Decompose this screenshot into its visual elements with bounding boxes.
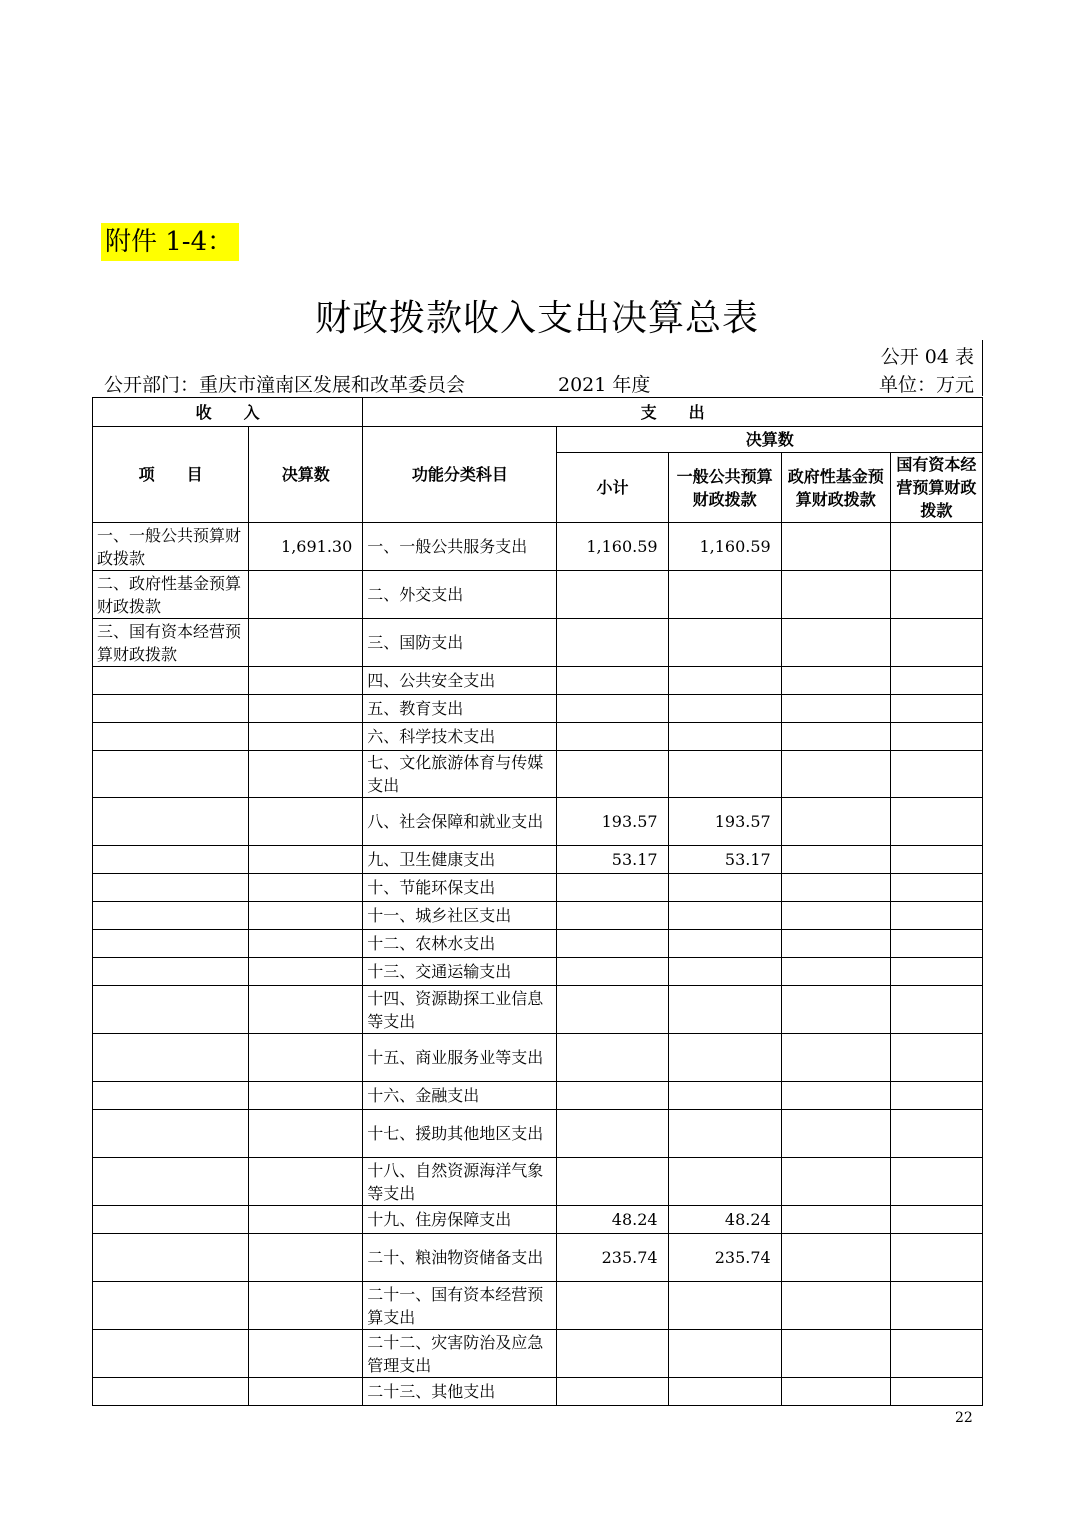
gov-fund-value [781,619,890,667]
income-item [93,1234,249,1282]
state-capital-value [890,1378,982,1406]
table-row [93,1234,983,1282]
income-amount [249,1330,363,1378]
general-budget-value [668,1330,781,1378]
gov-fund-value [781,846,890,874]
income-amount [249,902,363,930]
table-row [93,571,983,619]
income-item [93,1378,249,1406]
general-budget-value [668,1110,781,1158]
income-item [93,846,249,874]
income-item [93,1330,249,1378]
table-row [93,667,983,695]
gov-fund-value [781,902,890,930]
income-item [93,667,249,695]
gov-fund-value [781,1378,890,1406]
table-row [93,619,983,667]
table-row [93,1282,983,1330]
state-capital-value [890,695,982,723]
table-row [93,1034,983,1082]
subtotal-value [557,874,668,902]
expense-category: 二十一、国有资本经营预算支出 [363,1282,557,1330]
item-header: 项 目 [93,427,249,523]
table-row [93,986,983,1034]
income-amount [249,1378,363,1406]
income-item [93,1082,249,1110]
income-amount [249,667,363,695]
general-budget-value [668,1282,781,1330]
expense-header: 支 出 [363,398,983,427]
state-capital-value [890,1206,982,1234]
subtotal-value [557,723,668,751]
general-budget-value [668,1082,781,1110]
gov-fund-value [781,1282,890,1330]
income-item [93,798,249,846]
expense-category: 十九、住房保障支出 [363,1206,557,1234]
table-row [93,523,983,571]
expense-category: 八、社会保障和就业支出 [363,798,557,846]
income-amount [249,846,363,874]
income-item [93,1034,249,1082]
expense-category: 十二、农林水支出 [363,930,557,958]
state-capital-value [890,874,982,902]
expense-category: 十八、自然资源海洋气象等支出 [363,1158,557,1206]
gov-fund-value [781,1082,890,1110]
gov-fund-value [781,571,890,619]
general-budget-value [668,930,781,958]
gov-fund-value [781,523,890,571]
function-category-header: 功能分类科目 [363,427,557,523]
income-item [93,1158,249,1206]
general-budget-value [668,667,781,695]
subtotal-value [557,667,668,695]
attachment-label: 附件 1-4： [101,223,239,261]
income-amount [249,751,363,798]
income-amount [249,1110,363,1158]
state-capital-value [890,1110,982,1158]
income-item [93,1206,249,1234]
expense-category: 十三、交通运输支出 [363,958,557,986]
table-row [93,1206,983,1234]
year-label: 2021 年度 [558,374,651,396]
final-amount-group-header: 决算数 [557,427,983,453]
subtotal-value [557,695,668,723]
margin-rule [982,340,983,396]
state-capital-value [890,930,982,958]
subtotal-value: 1,160.59 [557,523,668,571]
subtotal-value [557,1034,668,1082]
state-capital-value [890,751,982,798]
income-amount [249,1234,363,1282]
expense-category: 九、卫生健康支出 [363,846,557,874]
state-capital-value [890,798,982,846]
gov-fund-value [781,798,890,846]
subtotal-value [557,1282,668,1330]
general-budget-value [668,986,781,1034]
expense-category: 三、国防支出 [363,619,557,667]
gov-fund-value [781,1206,890,1234]
table-row [93,695,983,723]
income-amount [249,930,363,958]
gov-fund-value [781,874,890,902]
state-capital-value [890,1234,982,1282]
state-capital-value [890,958,982,986]
income-amount [249,695,363,723]
table-row [93,798,983,846]
document-title: 财政拨款收入支出决算总表 [314,298,759,339]
gov-fund-value [781,986,890,1034]
income-item [93,958,249,986]
subtotal-header: 小计 [557,453,668,523]
expense-category: 二十、粮油物资储备支出 [363,1234,557,1282]
general-budget-value: 53.17 [668,846,781,874]
general-budget-value [668,695,781,723]
gov-fund-header: 政府性基金预算财政拨款 [781,453,890,523]
table-code: 公开 04 表 [880,346,974,368]
state-capital-value [890,523,982,571]
general-budget-value: 1,160.59 [668,523,781,571]
income-amount [249,1206,363,1234]
general-budget-value [668,619,781,667]
expense-category: 十、节能环保支出 [363,874,557,902]
subtotal-value [557,1158,668,1206]
income-amount [249,986,363,1034]
subtotal-value [557,1082,668,1110]
income-amount [249,723,363,751]
gov-fund-value [781,1158,890,1206]
income-item: 三、国有资本经营预算财政拨款 [93,619,249,667]
subtotal-value [557,958,668,986]
income-item [93,751,249,798]
subtotal-value [557,751,668,798]
general-budget-value [668,874,781,902]
expense-category: 六、科学技术支出 [363,723,557,751]
state-capital-value [890,1034,982,1082]
table-row [93,874,983,902]
expense-category: 二十三、其他支出 [363,1378,557,1406]
table-row [93,1082,983,1110]
expense-category: 十一、城乡社区支出 [363,902,557,930]
income-amount [249,1034,363,1082]
state-capital-header: 国有资本经营预算财政拨款 [890,453,982,523]
state-capital-value [890,986,982,1034]
state-capital-value [890,902,982,930]
table-row [93,1158,983,1206]
table-row [93,1330,983,1378]
unit-label: 单位：万元 [878,374,974,396]
income-amount [249,1282,363,1330]
income-item [93,902,249,930]
expense-category: 二十二、灾害防治及应急管理支出 [363,1330,557,1378]
subtotal-value [557,1378,668,1406]
general-budget-value [668,1158,781,1206]
expense-category: 七、文化旅游体育与传媒支出 [363,751,557,798]
state-capital-value [890,1330,982,1378]
general-budget-value [668,902,781,930]
general-budget-value [668,571,781,619]
gov-fund-value [781,1110,890,1158]
general-budget-value [668,1378,781,1406]
income-amount [249,1082,363,1110]
gov-fund-value [781,930,890,958]
table-row [93,723,983,751]
state-capital-value [890,1282,982,1330]
income-item: 二、政府性基金预算财政拨款 [93,571,249,619]
state-capital-value [890,571,982,619]
subtotal-value [557,930,668,958]
general-budget-value: 48.24 [668,1206,781,1234]
income-amount [249,798,363,846]
income-amount [249,1158,363,1206]
page-number: 22 [955,1410,973,1426]
general-budget-value [668,723,781,751]
income-item [93,695,249,723]
gov-fund-value [781,1034,890,1082]
income-amount [249,619,363,667]
income-item: 一、一般公共预算财政拨款 [93,523,249,571]
table-row [93,1110,983,1158]
general-budget-header: 一般公共预算财政拨款 [668,453,781,523]
gov-fund-value [781,1234,890,1282]
income-amount [249,571,363,619]
general-budget-value [668,1034,781,1082]
gov-fund-value [781,695,890,723]
state-capital-value [890,619,982,667]
state-capital-value [890,846,982,874]
finance-table [92,397,983,1406]
general-budget-value [668,751,781,798]
gov-fund-value [781,723,890,751]
table-row [93,846,983,874]
income-header: 收 入 [93,398,363,427]
income-item [93,723,249,751]
subtotal-value [557,902,668,930]
income-amount [249,874,363,902]
state-capital-value [890,1082,982,1110]
expense-category: 四、公共安全支出 [363,667,557,695]
expense-category: 十五、商业服务业等支出 [363,1034,557,1082]
income-item [93,874,249,902]
subtotal-value [557,1330,668,1378]
income-item [93,930,249,958]
subtotal-value [557,571,668,619]
gov-fund-value [781,667,890,695]
income-item [93,986,249,1034]
subtotal-value: 48.24 [557,1206,668,1234]
department-label: 公开部门：重庆市潼南区发展和改革委员会 [104,374,466,396]
gov-fund-value [781,958,890,986]
expense-category: 十七、援助其他地区支出 [363,1110,557,1158]
income-amount: 1,691.30 [249,523,363,571]
table-row [93,751,983,798]
table-row [93,958,983,986]
subtotal-value [557,1110,668,1158]
state-capital-value [890,723,982,751]
table-row [93,902,983,930]
state-capital-value [890,667,982,695]
income-amount [249,958,363,986]
general-budget-value: 193.57 [668,798,781,846]
subtotal-value [557,619,668,667]
subtotal-value: 193.57 [557,798,668,846]
subtotal-value: 235.74 [557,1234,668,1282]
subtotal-value: 53.17 [557,846,668,874]
state-capital-value [890,1158,982,1206]
expense-category: 五、教育支出 [363,695,557,723]
subtotal-value [557,986,668,1034]
table-row [93,930,983,958]
general-budget-value: 235.74 [668,1234,781,1282]
income-item [93,1110,249,1158]
expense-category: 十四、资源勘探工业信息等支出 [363,986,557,1034]
gov-fund-value [781,1330,890,1378]
expense-category: 十六、金融支出 [363,1082,557,1110]
gov-fund-value [781,751,890,798]
expense-category: 二、外交支出 [363,571,557,619]
income-amount-header: 决算数 [249,427,363,523]
income-item [93,1282,249,1330]
general-budget-value [668,958,781,986]
table-row [93,1378,983,1406]
expense-category: 一、一般公共服务支出 [363,523,557,571]
